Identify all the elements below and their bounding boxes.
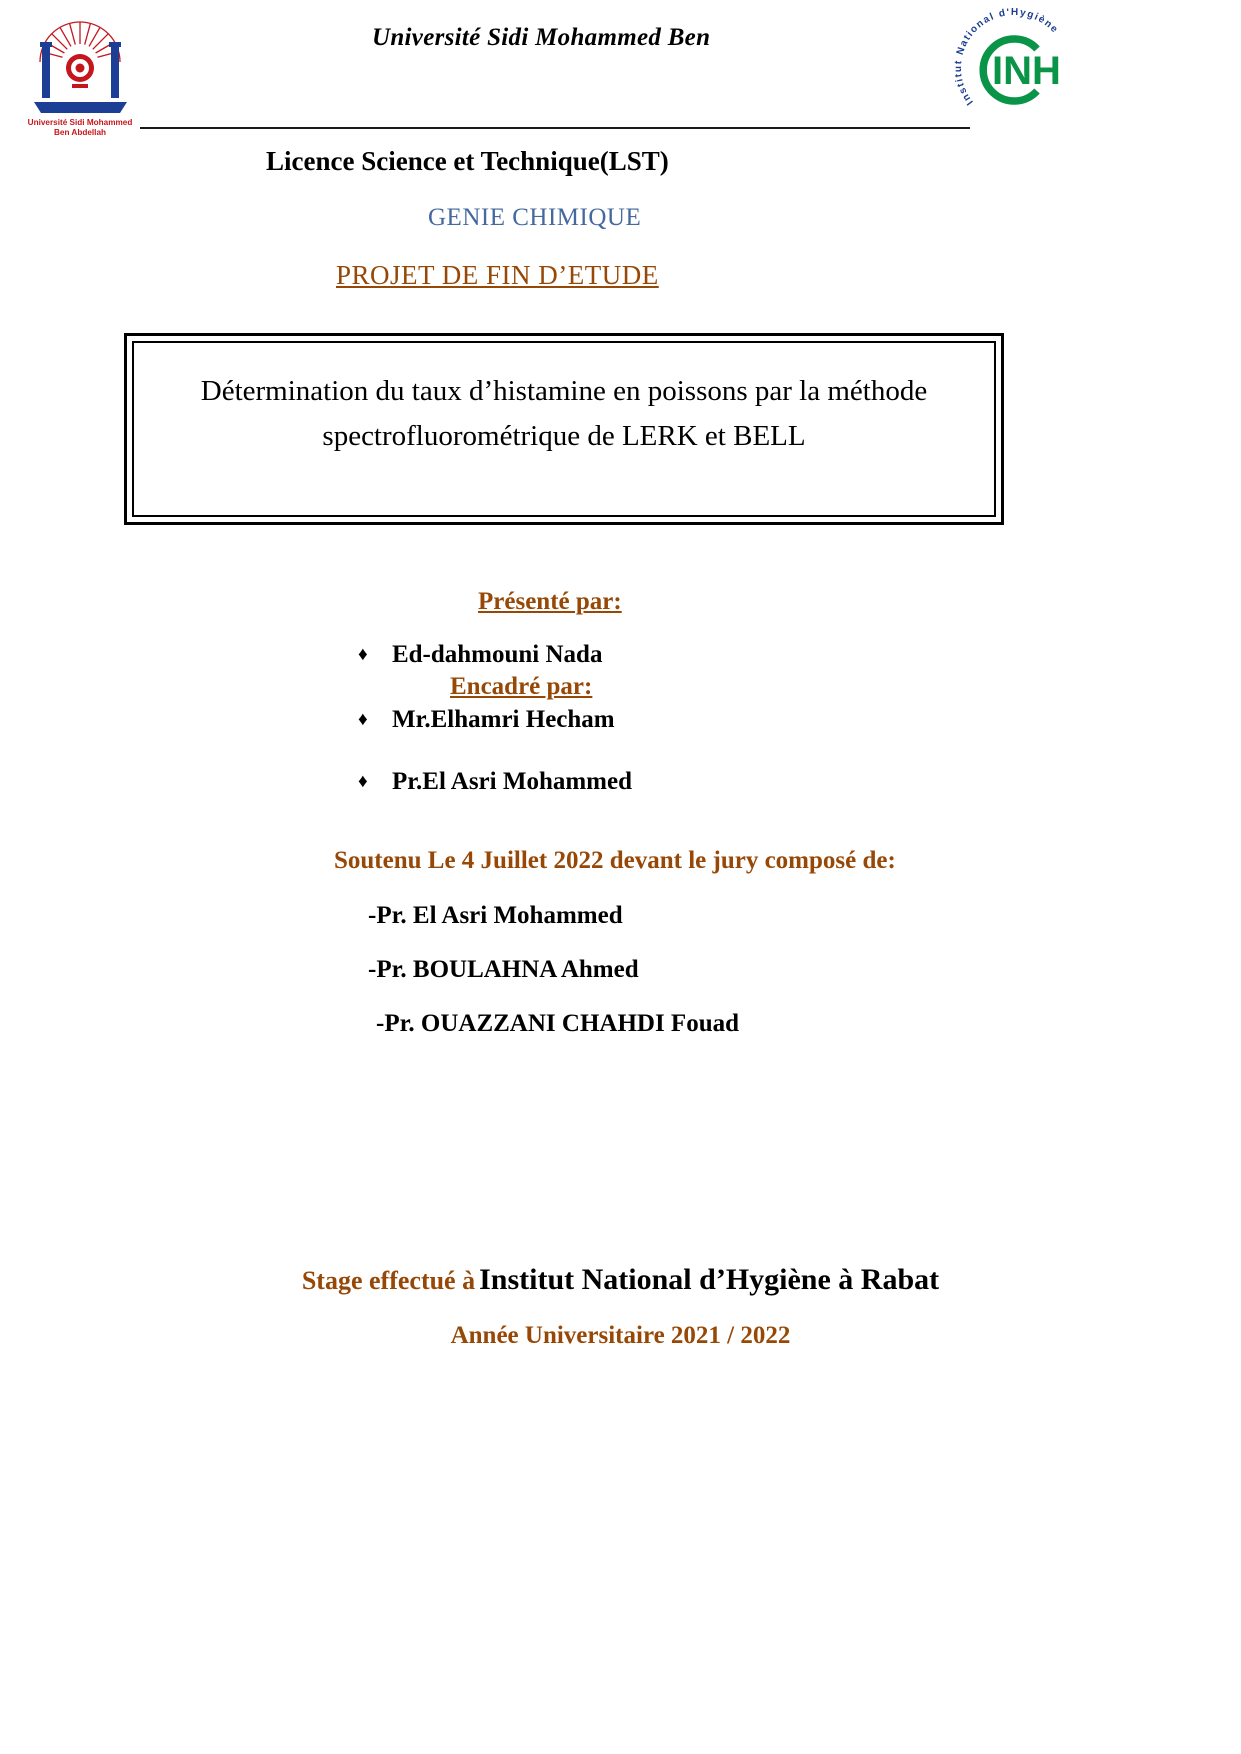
internship-line — [0, 1263, 1241, 1297]
thesis-title-box — [124, 333, 1004, 525]
diamond-bullet-icon: ♦ — [358, 771, 368, 792]
presented-by-label: Présenté par: — [478, 588, 622, 615]
thesis-title-line2: spectrofluorométrique de LERK et BELL — [322, 420, 806, 452]
diamond-bullet-icon: ♦ — [358, 644, 368, 665]
logo-ribbon — [34, 102, 127, 113]
jury-member: -Pr. El Asri Mohammed — [368, 902, 623, 929]
program-name: GENIE CHIMIQUE — [428, 204, 642, 231]
author-name: Ed-dahmouni Nada — [391, 641, 603, 668]
document-type: PROJET DE FIN D’ETUDE — [336, 260, 659, 290]
thesis-title-box-inner — [132, 341, 996, 517]
header-university-name: Université Sidi Mohammed Ben — [372, 24, 711, 51]
university-logo-caption-line1: Université Sidi Mohammed — [27, 118, 133, 127]
internship-prefix: Stage effectué à — [301, 1266, 476, 1295]
degree-title: Licence Science et Technique(LST) — [266, 146, 669, 176]
supervisor-item — [358, 768, 632, 796]
university-logo-caption-line2: Ben Abdellah — [53, 128, 107, 137]
supervised-by-label: Encadré par: — [450, 673, 593, 700]
internship-location: Institut National d’Hygiène à Rabat — [479, 1263, 940, 1296]
academic-year: Année Universitaire 2021 / 2022 — [450, 1322, 791, 1349]
supervisor-name: Pr.El Asri Mohammed — [391, 768, 632, 795]
inh-logo-icon — [952, 0, 1074, 136]
university-logo — [28, 6, 133, 138]
logo-crest — [66, 54, 94, 88]
thesis-title-line1: Détermination du taux d’histamine en poissons par la méthode — [200, 375, 928, 407]
supervisor-item — [358, 706, 615, 734]
jury-member: -Pr. OUAZZANI CHAHDI Fouad — [376, 1010, 740, 1037]
inh-logo — [952, 0, 1074, 136]
diamond-bullet-icon: ♦ — [358, 709, 368, 730]
university-logo-icon — [28, 6, 133, 138]
jury-member: -Pr. BOULAHNA Ahmed — [368, 956, 639, 983]
inh-acronym-text: INH — [992, 49, 1061, 93]
author-item — [358, 641, 602, 669]
supervisor-name: Mr.Elhamri Hecham — [391, 706, 615, 733]
defense-intro: Soutenu Le 4 Juillet 2022 devant le jury composé de: — [334, 847, 896, 874]
header-divider — [140, 127, 970, 129]
inh-circular-text: Institut National d'Hygiène — [952, 6, 1061, 108]
